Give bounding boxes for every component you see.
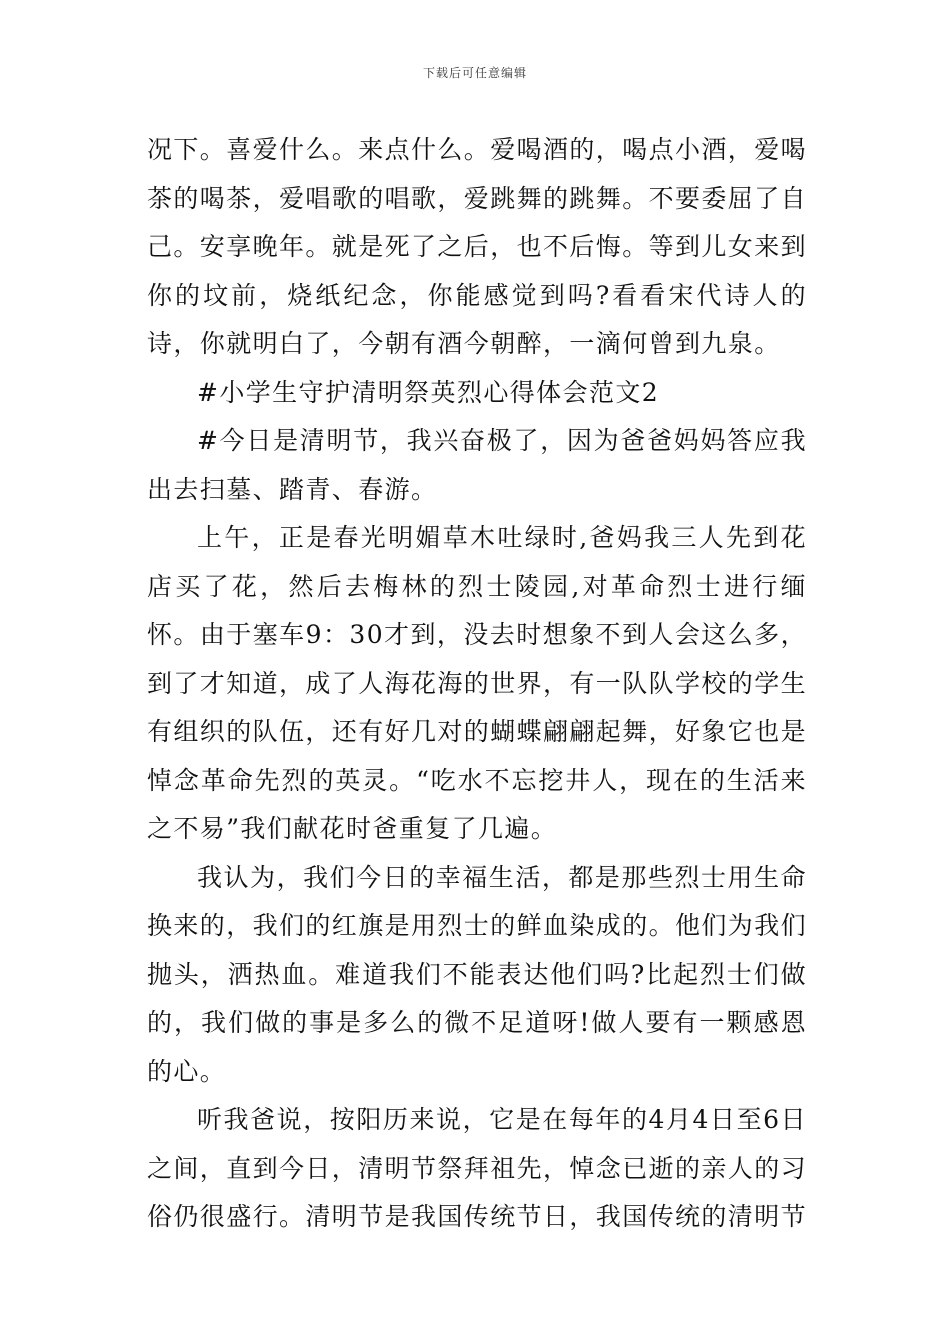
paragraph-continuation: 况下。喜爱什么。来点什么。爱喝酒的，喝点小酒，爱喝茶的喝茶，爱唱歌的唱歌，爱跳舞的跳舞。不要委屈了自己。安享晚年。就是死了之后，也不后悔。等到儿女来到你的坟前，烧纸纪念，你能感觉到吗?看看宋代诗人的诗，你就明白了，今朝有酒今朝醉，一滴何曾到九泉。 bbox=[147, 135, 808, 358]
paragraph-morning-visit: 上午，正是春光明媚草木吐绿时,爸妈我三人先到花店买了花，然后去梅林的烈士陵园,对革命烈士进行缅怀。由于塞车9：30才到，没去时想象不到人会这么多，到了才知道，成了人海花海的世界，有一队队学校的学生有组织的队伍，还有好几对的蝴蝶翩翩起舞，好象它也是悼念革命先烈的英灵。“吃水不忘挖井人，现在的生活来之不易”我们献花时爸重复了几遍。 bbox=[147, 523, 808, 843]
document-body bbox=[147, 126, 807, 1242]
section-heading: #小学生守护清明祭英烈心得体会范文2 bbox=[197, 377, 660, 407]
paragraph-qingming-day: #今日是清明节，我兴奋极了，因为爸爸妈妈答应我出去扫墓、踏青、春游。 bbox=[147, 426, 807, 504]
paragraph-gratitude: 我认为，我们今日的幸福生活，都是那些烈士用生命换来的，我们的红旗是用烈士的鲜血染成的。他们为我们抛头，洒热血。难道我们不能表达他们吗?比起烈士们做的，我们做的事是多么的微不足道呀!做人要有一颗感恩的心。 bbox=[147, 862, 808, 1086]
page-header-note: 下载后可任意编辑 bbox=[422, 66, 527, 80]
paragraph-festival-history: 听我爸说，按阳历来说，它是在每年的4月4日至6日之间，直到今日，清明节祭拜祖先，悼念已逝的亲人的习俗仍很盛行。清明节是我国传统节日，我国传统的清明节 bbox=[147, 1105, 808, 1231]
